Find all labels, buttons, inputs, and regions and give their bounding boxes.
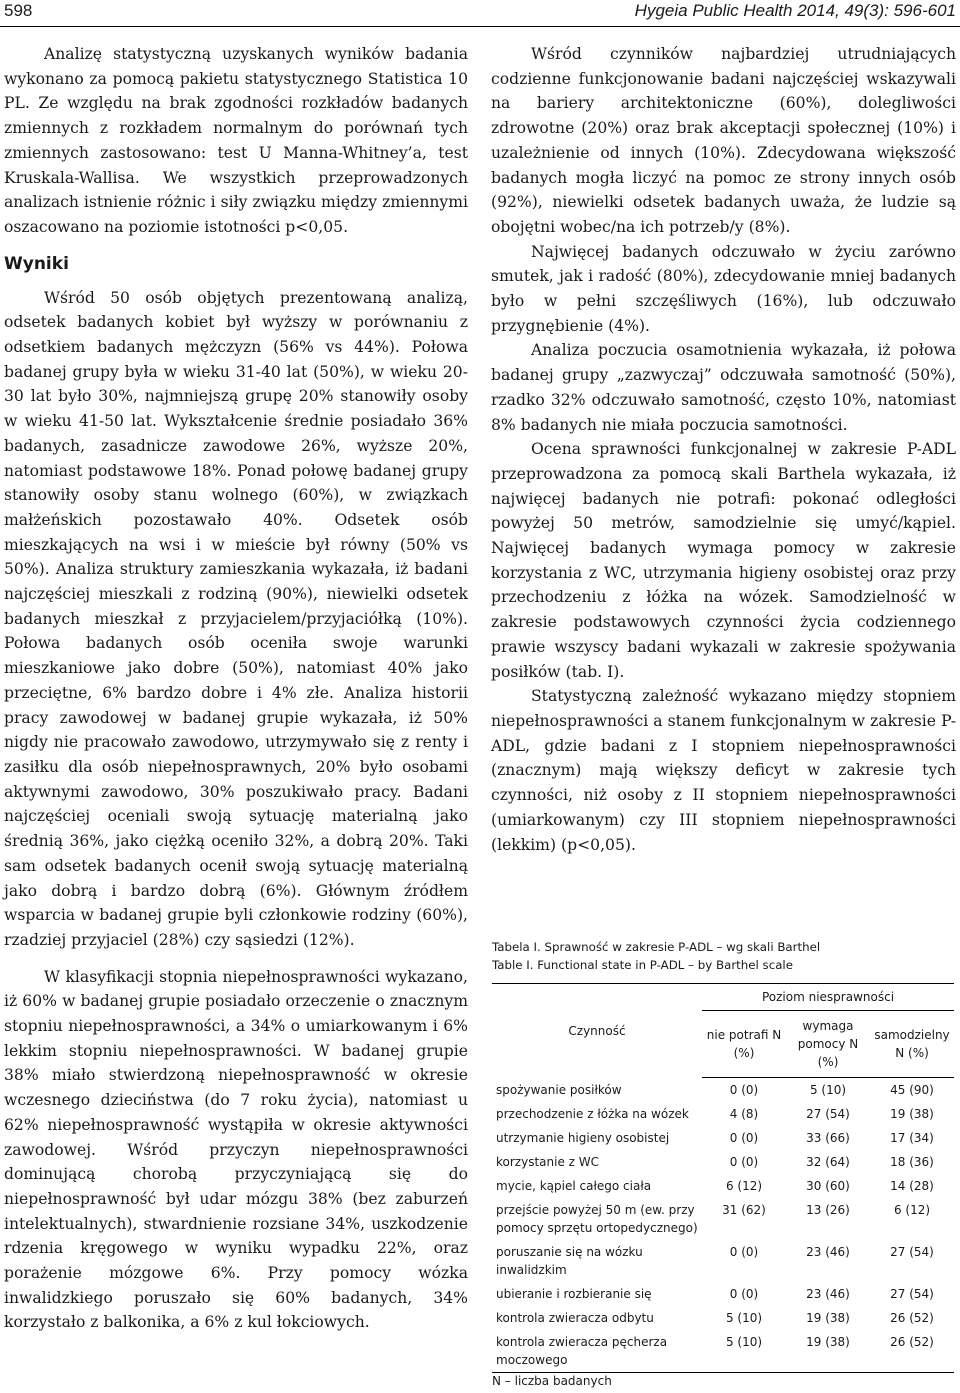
- table-caption-pl: Tabela I. Sprawność w zakresie P-ADL – wg skali Barthel: [492, 940, 821, 954]
- row-label: kontrola zwieracza odbytu: [496, 1311, 654, 1325]
- table-row: [492, 1198, 954, 1240]
- cell-unable: 0 (0): [729, 1245, 759, 1259]
- cell-needs-help: 19 (38): [806, 1311, 850, 1325]
- table-row: [492, 1330, 954, 1373]
- table-row: [492, 1102, 954, 1126]
- right-paragraph-4: Ocena sprawności funkcjonalnej w zakresie P-ADL przeprowadzona za pomocą skali Barthela wykazała, iż najwięcej badanych nie potrafi: pokonać odległości powyżej 50 metrów, samodzielnie się umyć/kąpiel. Najwięcej badanych wymaga pomocy w zakresie korzystania z WC, utrzymania higieny osobistej oraz przy przechodzeniu z łóżka na wózek. Samodzielność w zakresie podstawowych czynności życia codziennego prawie wszyscy badani wykazali w zakresie spożywania posiłków (tab. I).: [491, 440, 956, 681]
- cell-needs-help: 27 (54): [806, 1107, 850, 1121]
- column-header-activity: Czynność: [492, 984, 702, 1078]
- cell-independent: 27 (54): [890, 1287, 934, 1301]
- journal-citation: Hygeia Public Health 2014, 49(3): 596-601: [634, 1, 956, 20]
- table-row: [492, 1150, 954, 1174]
- row-label: korzystanie z WC: [496, 1155, 600, 1169]
- results-paragraph-2: W klasyfikacji stopnia niepełnosprawności wykazano, iż 60% w badanej grupie posiadało orzeczenie o znacznym stopniu niepełnosprawności, a 34% o umiarkowanym i 6% lekkim stopniu niepełnosprawności. W badanej grupie 38% miało stwierdzoną niepełnosprawność w okresie wczesnego dzieciństwa (do 7 roku życia), natomiast u 62% niepełnosprawność wystąpiła w okresie aktywności zawodowej. Wśród przyczyn niepełnosprawności dominującą chorobą przyczyniającą się do niepełnosprawność był udar mózgu 38% (bez zaburzeń intelektualnych), stwardnienie rozsiane 34%, uszkodzenie rdzenia kręgowego w wyniku wypadku 22%, oraz porażenie mózgowe 6%. Przy pomocy wózka inwalidzkiego poruszało się 60% badanych, 34% korzystało z balkonika, a 6% z kul łokciowych.: [4, 967, 468, 1332]
- row-label: mycie, kąpiel całego ciała: [496, 1179, 652, 1193]
- methods-paragraph: Analizę statystyczną uzyskanych wyników badania wykonano za pomocą pakietu statystycznego Statistica 10 PL. Ze względu na brak zgodności rozkładów badanych zmiennych z rozkładem normalnym do porównań tych zmiennych zastosowano: test U Manna-Whitney’a, test Kruskala-Wallisa. We wszystkich przeprowadzonych analizach istnienie różnic i siły związku między zmiennymi oszacowano na poziomie istotności p<0,05.: [4, 45, 468, 236]
- table-row: [492, 1282, 954, 1306]
- table-caption: [492, 938, 954, 974]
- row-label: przejście powyżej 50 m (ew. przy pomocy sprzętu ortopedycznego): [496, 1203, 698, 1235]
- cell-needs-help: 33 (66): [806, 1131, 850, 1145]
- cell-independent: 26 (52): [870, 1330, 954, 1373]
- cell-unable: 5 (10): [725, 1311, 763, 1325]
- right-paragraph-2: Najwięcej badanych odczuwało w życiu zarówno smutek, jak i radość (80%), zdecydowanie mniej badanych było w pełni szczęśliwych (16%), lub odczuwało przygnębienie (4%).: [491, 242, 956, 335]
- cell-unable: 4 (8): [729, 1107, 759, 1121]
- barthel-table: [492, 983, 954, 1373]
- cell-unable: 6 (12): [725, 1179, 763, 1193]
- table-row: [492, 1240, 954, 1282]
- cell-unable: 0 (0): [729, 1131, 759, 1145]
- cell-independent: 18 (36): [890, 1155, 934, 1169]
- right-paragraph-5: Statystyczną zależność wykazano między stopniem niepełnosprawności a stanem funkcjonalnym w zakresie P-ADL, gdzie badani z I stopniem niepełnosprawności (znacznym) mają większy deficyt w zakresie tych czynności, niż osoby z II stopniem niepełnosprawności (umiarkowanym) czy III stopniem niepełnosprawności (lekkim) (p<0,05).: [491, 687, 956, 854]
- cell-unable: 31 (62): [722, 1203, 766, 1217]
- cell-unable: 0 (0): [729, 1155, 759, 1169]
- cell-needs-help: 13 (26): [806, 1203, 850, 1217]
- right-paragraph-1: Wśród czynników najbardziej utrudniających codzienne funkcjonowanie badani najczęściej wskazywali na bariery architektoniczne (60%), dolegliwości zdrowotne (20%) oraz brak akceptacji społecznej (10%) i uzależnienie od innych (10%). Zdecydowana większość badanych mogła liczyć na pomoc ze strony innych osób (92%), niewielki odsetek badanych uważa, że ludzie są obojętni wobec/na ich potrzeb/y (8%).: [491, 45, 956, 236]
- cell-independent: 6 (12): [893, 1203, 931, 1217]
- left-column: [4, 42, 468, 1335]
- column-header-independent: samodzielny N (%): [870, 1011, 954, 1078]
- row-label: spożywanie posiłków: [496, 1082, 622, 1097]
- cell-independent: 27 (54): [890, 1245, 934, 1259]
- table-row: [492, 1306, 954, 1330]
- row-label: kontrola zwieracza pęcherza moczowego: [492, 1330, 702, 1373]
- table-body: [492, 1078, 954, 1373]
- cell-independent: 14 (28): [890, 1179, 934, 1193]
- table-caption-en: Table I. Functional state in P-ADL – by Barthel scale: [492, 958, 793, 972]
- cell-unable: 0 (0): [729, 1083, 759, 1097]
- table-row: [492, 1174, 954, 1198]
- column-header-unable: nie potrafi N (%): [702, 1011, 786, 1078]
- cell-needs-help: 19 (38): [786, 1330, 870, 1373]
- cell-independent: 26 (52): [890, 1311, 934, 1325]
- cell-needs-help: 30 (60): [806, 1179, 850, 1193]
- table-footnote: N – liczba badanych: [492, 1374, 612, 1388]
- row-label: ubieranie i rozbieranie się: [496, 1287, 652, 1301]
- table-row: [492, 1126, 954, 1150]
- section-heading-results: Wyniki: [4, 253, 69, 274]
- cell-needs-help: 5 (10): [809, 1083, 847, 1097]
- cell-unable: 0 (0): [729, 1287, 759, 1301]
- right-paragraph-3: Analiza poczucia osamotnienia wykazała, iż połowa badanej grupy „zazwyczaj” odczuwała samotność (50%), rzadko 32% odczuwało samotność, często 10%, natomiast 8% badanych nie miała poczucia samotności.: [491, 341, 956, 434]
- row-label: utrzymanie higieny osobistej: [496, 1131, 670, 1145]
- right-column: [491, 42, 956, 857]
- cell-independent: 17 (34): [890, 1131, 934, 1145]
- cell-needs-help: 23 (46): [806, 1245, 850, 1259]
- page-header: [0, 0, 960, 27]
- cell-independent: 19 (38): [890, 1107, 934, 1121]
- cell-unable: 5 (10): [702, 1330, 786, 1373]
- column-header-needs-help: wymaga pomocy N (%): [786, 1011, 870, 1078]
- results-paragraph-1: Wśród 50 osób objętych prezentowaną analizą, odsetek badanych kobiet był wyższy w porównaniu z odsetkiem badanych mężczyzn (56% vs 44%). Połowa badanej grupy była w wieku 31-40 lat (50%), w wieku 20-30 lat było 30%, najmniejszą grupę 20% stanowiły osoby w wieku 41-50 lat. Wykształcenie średnie posiadało 36% badanych, zasadnicze zawodowe 26%, wyższe 20%, natomiast podstawowe 18%. Ponad połowę badanej grupy stanowiły osoby stanu wolnego (60%), w związkach małżeńskich pozostawało 40%. Odsetek osób mieszkających na wsi i w mieście był równy (50% vs 50%). Analiza struktury zamieszkania wykazała, iż badani najczęściej mieszkali z rodziną (90%), niewielki odsetek badanych mieszkał z przyjacielem/przyjaciółką (10%). Połowa badanych osób oceniła swoje warunki mieszkaniowe jako dobre (50%), natomiast 40% jako przeciętne, 6% bardzo dobre i 4% złe. Analiza historii pracy zawodowej w badanej grupie wykazała, iż 50% nigdy nie pracowało zawodowo, utrzymywało się z renty i zasiłku dla osób niepełnosprawnych, 20% było osobami aktywnymi zawodowo, 30% poszukiwało pracy. Badani najczęściej oceniali swoją sytuację materialną jako średnią 36%, jako ciężką oceniło 32%, a dobrą 20%. Taki sam odsetek badanych ocenił swoją sytuację materialną jako dobrą i bardzo dobrą (6%). Głównym źródłem wsparcia w badanej grupie byli członkowie rodziny (60%), rzadziej przyjaciel (28%) czy sąsiedzi (12%).: [4, 288, 468, 949]
- table-row: [492, 1078, 954, 1103]
- cell-needs-help: 23 (46): [806, 1287, 850, 1301]
- cell-independent: 45 (90): [890, 1083, 934, 1097]
- row-label: poruszanie się na wózku inwalidzkim: [496, 1245, 643, 1277]
- row-label: przechodzenie z łóżka na wózek: [496, 1107, 689, 1121]
- cell-needs-help: 32 (64): [806, 1155, 850, 1169]
- page-number: 598: [4, 1, 33, 20]
- group-header: Poziom niesprawności: [702, 984, 954, 1011]
